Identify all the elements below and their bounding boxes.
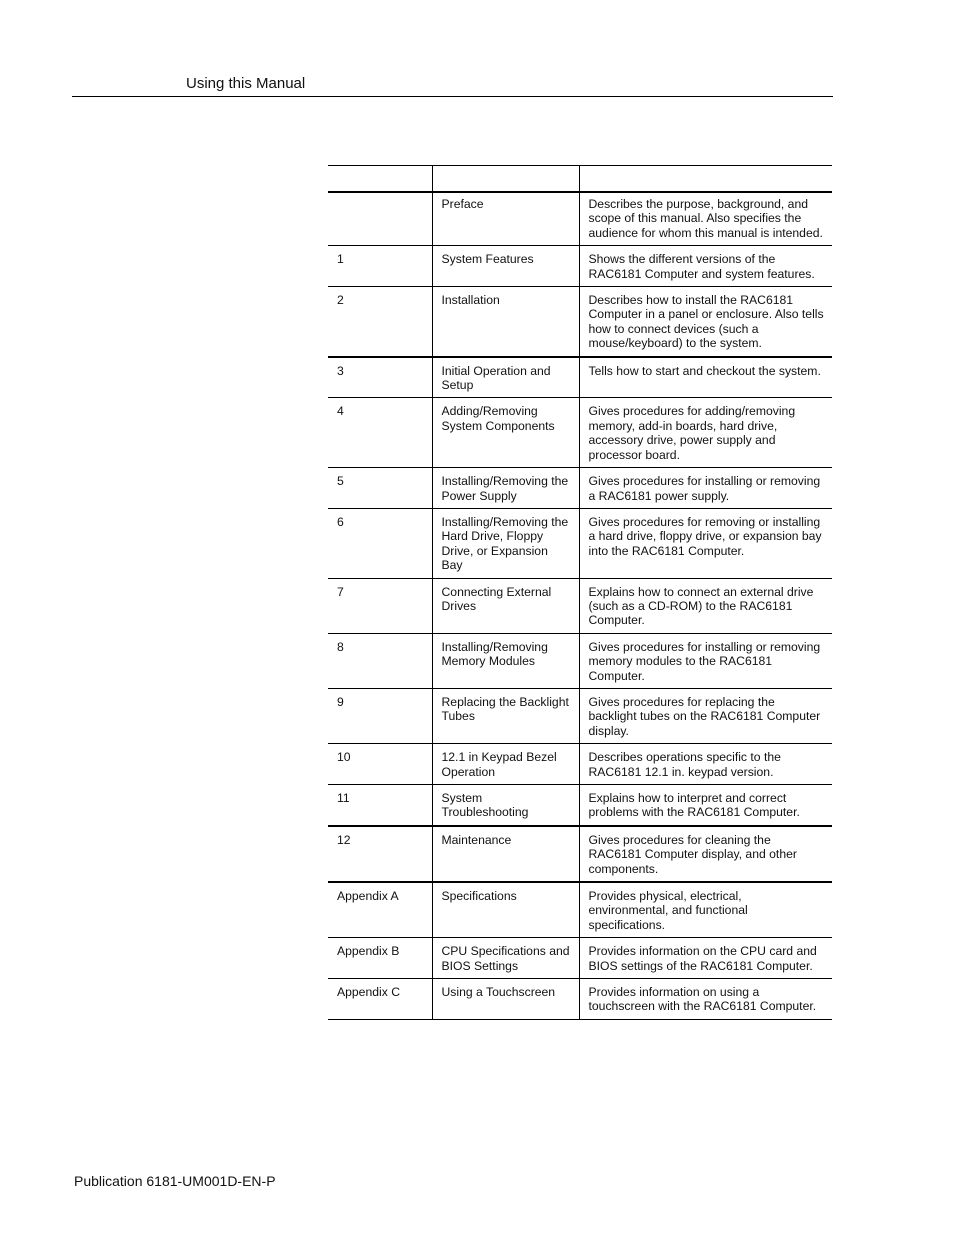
table-row (328, 826, 832, 882)
chapter-contents: Describes the purpose, background, and scope of this manual. Also specifies the audience for whom this manual is intended. (579, 192, 832, 246)
table-row (328, 938, 832, 979)
table-row (328, 785, 832, 826)
chapter-number: 7 (328, 578, 432, 633)
chapter-contents: Provides information on using a touchscreen with the RAC6181 Computer. (579, 979, 832, 1020)
header-cell-title (432, 166, 579, 193)
chapter-title: Specifications (432, 882, 579, 938)
chapter-title: System Troubleshooting (432, 785, 579, 826)
chapter-contents-table (328, 165, 832, 1020)
table-row (328, 468, 832, 509)
table-row (328, 882, 832, 938)
chapter-title: Installing/Removing the Power Supply (432, 468, 579, 509)
publication-footer: Publication 6181-UM001D-EN-P (74, 1173, 276, 1189)
chapter-number: 4 (328, 398, 432, 468)
table-row (328, 688, 832, 743)
table-header-row (328, 166, 832, 193)
table-row (328, 357, 832, 398)
chapter-title: CPU Specifications and BIOS Settings (432, 938, 579, 979)
chapter-title: Installing/Removing Memory Modules (432, 633, 579, 688)
header-cell-contents (579, 166, 832, 193)
running-header: Using this Manual (186, 75, 306, 92)
header-cell-chapter (328, 166, 432, 193)
chapter-number: 12 (328, 826, 432, 882)
table-row (328, 192, 832, 246)
table-row (328, 744, 832, 785)
chapter-contents: Explains how to interpret and correct problems with the RAC6181 Computer. (579, 785, 832, 826)
chapter-contents: Provides information on the CPU card and BIOS settings of the RAC6181 Computer. (579, 938, 832, 979)
chapter-number: Appendix A (328, 882, 432, 938)
chapter-contents: Gives procedures for adding/removing memory, add-in boards, hard drive, accessory drive, power supply and processor board. (579, 398, 832, 468)
table-row (328, 578, 832, 633)
chapter-title: Initial Operation and Setup (432, 357, 579, 398)
chapter-contents: Provides physical, electrical, environmental, and functional specifications. (579, 882, 832, 938)
chapter-number: 2 (328, 287, 432, 357)
chapter-number: 8 (328, 633, 432, 688)
chapter-title: Installing/Removing the Hard Drive, Floppy Drive, or Expansion Bay (432, 508, 579, 578)
header-divider (72, 96, 833, 97)
chapter-number: Appendix C (328, 979, 432, 1020)
chapter-title: System Features (432, 246, 579, 287)
table-row (328, 508, 832, 578)
chapter-contents: Describes operations specific to the RAC6181 12.1 in. keypad version. (579, 744, 832, 785)
chapter-title: Maintenance (432, 826, 579, 882)
chapter-title: Adding/Removing System Components (432, 398, 579, 468)
chapter-number: 3 (328, 357, 432, 398)
table-row (328, 246, 832, 287)
chapter-title: Installation (432, 287, 579, 357)
chapter-title: Connecting External Drives (432, 578, 579, 633)
chapter-number: Appendix B (328, 938, 432, 979)
chapter-title: Replacing the Backlight Tubes (432, 688, 579, 743)
chapter-title: Preface (432, 192, 579, 246)
chapter-contents: Tells how to start and checkout the system. (579, 357, 832, 398)
chapter-contents: Gives procedures for cleaning the RAC6181 Computer display, and other components. (579, 826, 832, 882)
chapter-number: 6 (328, 508, 432, 578)
chapter-contents: Gives procedures for installing or removing a RAC6181 power supply. (579, 468, 832, 509)
chapter-contents: Gives procedures for removing or installing a hard drive, floppy drive, or expansion bay into the RAC6181 Computer. (579, 508, 832, 578)
table-row (328, 398, 832, 468)
chapter-title: 12.1 in Keypad Bezel Operation (432, 744, 579, 785)
chapter-number (328, 192, 432, 246)
chapter-number: 11 (328, 785, 432, 826)
chapter-contents: Explains how to connect an external drive (such as a CD-ROM) to the RAC6181 Computer. (579, 578, 832, 633)
table-row (328, 979, 832, 1020)
chapter-contents: Shows the different versions of the RAC6181 Computer and system features. (579, 246, 832, 287)
chapter-number: 10 (328, 744, 432, 785)
chapter-number: 9 (328, 688, 432, 743)
table-row (328, 633, 832, 688)
table-row (328, 287, 832, 357)
chapter-number: 1 (328, 246, 432, 287)
chapter-number: 5 (328, 468, 432, 509)
chapter-contents: Gives procedures for installing or removing memory modules to the RAC6181 Computer. (579, 633, 832, 688)
chapter-contents: Describes how to install the RAC6181 Computer in a panel or enclosure. Also tells how to connect devices (such a mouse/keyboard) to the system. (579, 287, 832, 357)
chapter-title: Using a Touchscreen (432, 979, 579, 1020)
chapter-contents: Gives procedures for replacing the backlight tubes on the RAC6181 Computer display. (579, 688, 832, 743)
